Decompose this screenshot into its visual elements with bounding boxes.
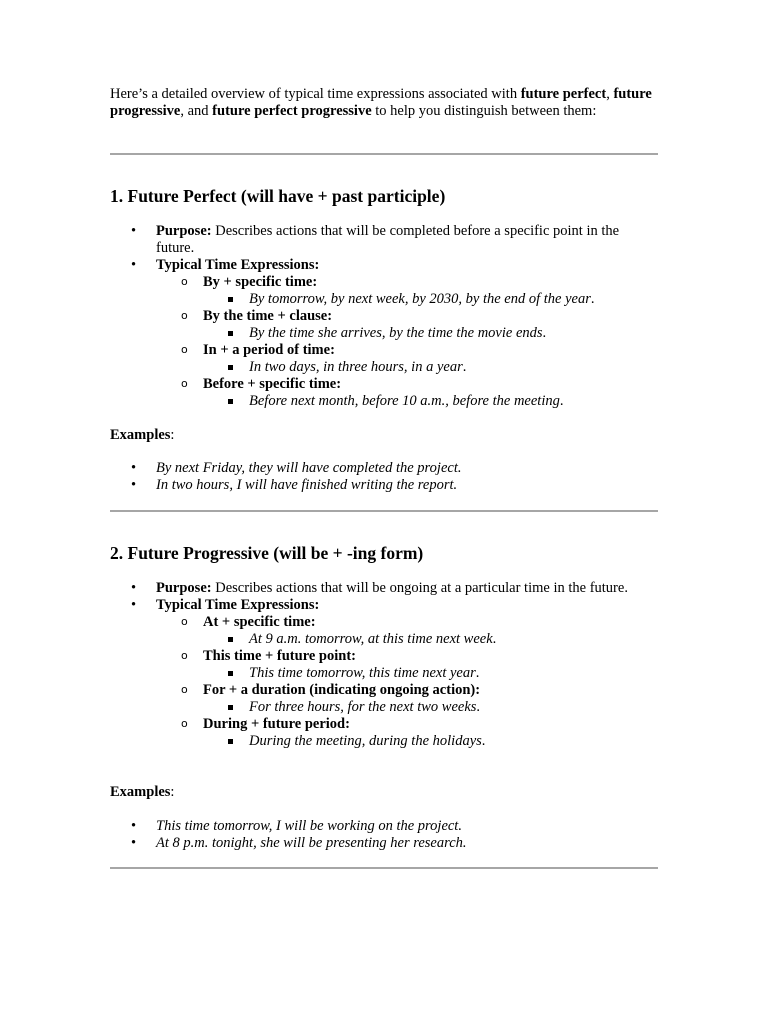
intro-text-1: Here’s a detailed overview of typical time expressions associated with: [110, 86, 521, 102]
expression-example: [203, 631, 660, 648]
examples-heading: [110, 427, 174, 444]
expression-example-period: .: [462, 359, 467, 375]
expression-label: Before + specific time:: [203, 376, 342, 392]
example-text: By next Friday, they will have completed the project.: [156, 460, 462, 476]
example-item: [110, 818, 660, 835]
expression-item: [156, 716, 660, 750]
divider-1: [110, 153, 658, 155]
expression-example-text: For three hours, for the next two weeks: [249, 699, 477, 715]
expression-example: [203, 699, 660, 716]
expression-label: At + specific time:: [203, 614, 316, 630]
expression-item: [156, 614, 660, 648]
purpose-text: Describes actions that will be ongoing at a particular time in the future.: [211, 580, 628, 596]
intro-paragraph: [110, 86, 660, 120]
examples-colon: :: [170, 427, 175, 443]
expression-label: By + specific time:: [203, 274, 318, 290]
expression-example-period: .: [590, 291, 595, 307]
expression-label: This time + future point:: [203, 648, 357, 664]
section-1-list: [110, 223, 660, 410]
example-item: [110, 835, 660, 852]
expression-item: [156, 682, 660, 716]
expression-example-period: .: [481, 733, 486, 749]
examples-colon: :: [170, 784, 175, 800]
intro-bold-future-perfect-progressive: future perfect progressive: [212, 103, 372, 119]
section-heading-future-progressive: 2. Future Progressive (will be + -ing form): [110, 543, 424, 563]
expression-example-period: .: [475, 665, 480, 681]
intro-bold-future-perfect: future perfect: [520, 86, 607, 102]
expression-example: [203, 733, 660, 750]
expression-item: [156, 342, 660, 376]
expression-example: [203, 665, 660, 682]
expressions-item: [110, 257, 660, 410]
expression-item: [156, 648, 660, 682]
expression-example-text: During the meeting, during the holidays: [249, 733, 482, 749]
expression-example-period: .: [559, 393, 564, 409]
examples-heading: [110, 784, 174, 801]
purpose-label: Purpose:: [156, 223, 212, 239]
examples-label: Examples: [110, 784, 171, 800]
expression-example-period: .: [542, 325, 547, 341]
expressions-label: Typical Time Expressions:: [156, 597, 320, 613]
example-item: [110, 460, 660, 477]
divider-3: [110, 867, 658, 869]
intro-text-4: to help you distinguish between them:: [371, 103, 597, 119]
expression-example: [203, 359, 660, 376]
intro-text-3: , and: [180, 103, 213, 119]
purpose-item: [110, 223, 660, 257]
expression-example-period: .: [492, 631, 497, 647]
expression-item: [156, 308, 660, 342]
expression-item: [156, 274, 660, 308]
examples-list: [110, 818, 660, 852]
expressions-label: Typical Time Expressions:: [156, 257, 320, 273]
section-heading-future-perfect: 1. Future Perfect (will have + past participle): [110, 186, 446, 206]
purpose-text: Describes actions that will be completed before a specific point in the future.: [156, 223, 620, 256]
expression-example-text: Before next month, before 10 a.m., before the meeting: [249, 393, 560, 409]
section-2-list: [110, 580, 660, 750]
intro-text-2: ,: [606, 86, 614, 102]
expression-label: During + future period:: [203, 716, 350, 732]
intro-bold-future-progressive: future progressive: [110, 86, 652, 119]
example-text: At 8 p.m. tonight, she will be presenting her research.: [156, 835, 467, 851]
examples-list: [110, 460, 660, 494]
expression-example-text: By the time she arrives, by the time the movie ends: [249, 325, 543, 341]
expression-label: In + a period of time:: [203, 342, 335, 358]
expression-example-text: At 9 a.m. tomorrow, at this time next week: [249, 631, 493, 647]
expressions-item: [110, 597, 660, 750]
example-item: [110, 477, 660, 494]
examples-label: Examples: [110, 427, 171, 443]
expression-example: [203, 393, 660, 410]
example-text: This time tomorrow, I will be working on the project.: [156, 818, 462, 834]
expression-item: [156, 376, 660, 410]
example-text: In two hours, I will have finished writing the report.: [156, 477, 458, 493]
expression-example-text: This time tomorrow, this time next year: [249, 665, 476, 681]
expression-label: For + a duration (indicating ongoing action):: [203, 682, 481, 698]
purpose-item: [110, 580, 660, 597]
expression-example: [203, 291, 660, 308]
expression-example-text: By tomorrow, by next week, by 2030, by the end of the year: [249, 291, 591, 307]
expression-label: By the time + clause:: [203, 308, 333, 324]
expression-example-period: .: [476, 699, 481, 715]
divider-2: [110, 510, 658, 512]
purpose-label: Purpose:: [156, 580, 212, 596]
expression-example-text: In two days, in three hours, in a year: [249, 359, 463, 375]
expression-example: [203, 325, 660, 342]
